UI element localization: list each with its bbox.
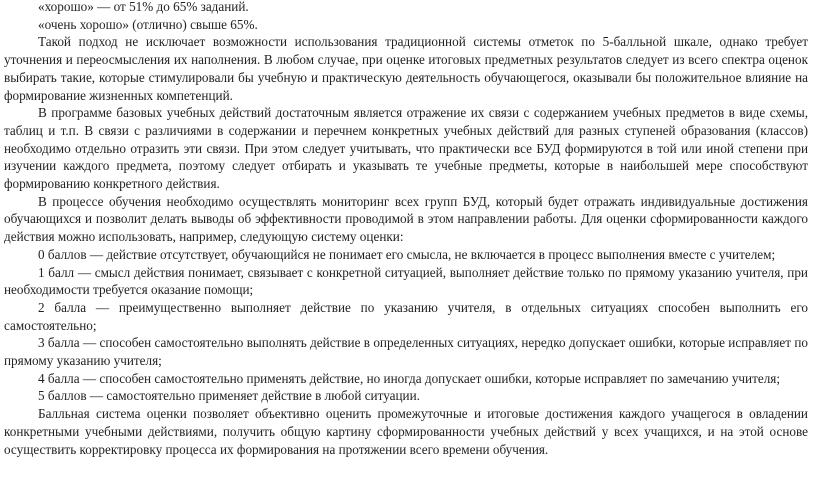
paragraph-grading-approach: Такой подход не исключает возможности использования традиционной системы отметок по 5-балльной шкале, однако требует уточнения и переосмысления их наполнения. В любом случае, при оценке итоговых предметных результатов следует из всего спектра оценок выбирать такие, которые стимулировали бы учебную и практическую деятельность обучающегося, оказывали бы положительное влияние на формирование жизненных компетенций. [4, 34, 808, 103]
paragraph-grade-excellent: «очень хорошо» (отлично) свыше 65%. [38, 16, 258, 32]
score-level-1: 1 балл — смысл действия понимает, связывает с конкретной ситуацией, выполняет действие только по прямому указанию учителя, при необходимости требуется оказание помощи; [4, 264, 808, 298]
score-level-5: 5 баллов — самостоятельно применяет действие в любой ситуации. [38, 388, 420, 404]
score-level-0: 0 баллов — действие отсутствует, обучающийся не понимает его смысла, не включается в процесс выполнения вместе с учителем; [38, 246, 776, 262]
paragraph-grade-good: «хорошо» — от 51% до 65% заданий. [38, 0, 249, 14]
score-level-4: 4 балла — способен самостоятельно применять действие, но иногда допускает ошибки, которые исправляет по замечанию учителя; [38, 370, 781, 386]
score-level-3: 3 балла — способен самостоятельно выполнять действие в определенных ситуациях, нередко допускает ошибки, которые исправляет по прямому указанию учителя; [4, 335, 808, 369]
score-level-2: 2 балла — преимущественно выполняет действие по указанию учителя, в отдельных ситуациях способен выполнить его самостоятельно; [4, 299, 808, 333]
paragraph-bud-program: В программе базовых учебных действий достаточным является отражение их связи с содержанием учебных предметов в виде схемы, таблиц и т.п. В связи с различиями в содержании и перечнем конкретных учебных действий для разных ступеней образования (классов) необходимо отдельно отразить эти связи. При этом следует учитывать, что практически все БУД формируются в той или иной степени при изучении каждого предмета, поэтому следует отбирать и указывать те учебные предметы, которые в наибольшей мере способствуют формированию конкретного действия. [4, 105, 808, 192]
paragraph-score-system-summary: Балльная система оценки позволяет объективно оценить промежуточные и итоговые достижения каждого учащегося в овладении конкретными учебными действиями, получить общую картину сформированности учебных действий у всех учащихся, и на этой основе осуществить корректировку процесса их формирования на протяжении всего времени обучения. [4, 406, 808, 457]
paragraph-monitoring: В процессе обучения необходимо осуществлять мониторинг всех групп БУД, который будет отражать индивидуальные достижения обучающихся и позволит делать выводы об эффективности проводимой в этом направлении работы. Для оценки сформированности каждого действия можно использовать, например, следующую систему оценки: [4, 193, 808, 245]
